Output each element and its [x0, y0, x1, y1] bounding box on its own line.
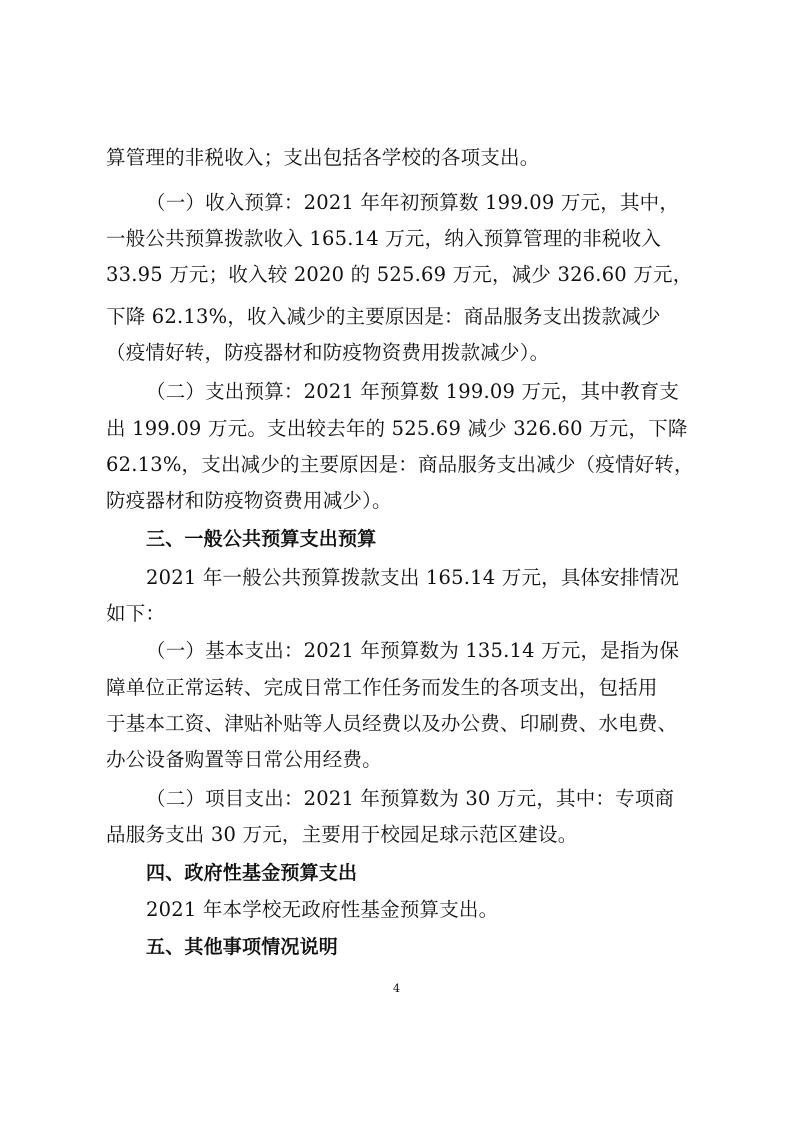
- body-text-line: （一）收入预算：2021 年年初预算数 199.09 万元，其中，: [146, 191, 680, 214]
- section-heading: 五、其他事项情况说明: [146, 936, 339, 958]
- body-text-line: 下降 62.13%，收入减少的主要原因是：商品服务支出拨款减少: [106, 305, 661, 328]
- body-text-line: 于基本工资、津贴补贴等人员经费以及办公费、印刷费、水电费、: [106, 712, 678, 735]
- body-text-line: 2021 年一般公共预算拨款支出 165.14 万元，具体安排情况: [146, 566, 680, 589]
- body-text-line: 出 199.09 万元。支出较去年的 525.69 减少 326.60 万元，下降: [106, 417, 688, 440]
- body-text-line: （二）支出预算：2021 年预算数 199.09 万元，其中教育支: [146, 380, 680, 403]
- body-text-line: 62.13%，支出减少的主要原因是：商品服务支出减少（疫情好转，: [106, 453, 694, 476]
- body-text-line: （二）项目支出：2021 年预算数为 30 万元，其中：专项商: [146, 787, 675, 810]
- body-text-line: 33.95 万元；收入较 2020 的 525.69 万元，减少 326.60 万元，: [106, 263, 693, 286]
- body-text-line: （疫情好转，防疫器材和防疫物资费用拨款减少）。: [106, 341, 550, 364]
- body-text-line: 障单位正常运转、完成日常工作任务而发生的各项支出，包括用: [106, 676, 658, 699]
- body-text-line: 办公设备购置等日常公用经费。: [106, 748, 382, 771]
- section-heading: 三、一般公共预算支出预算: [146, 528, 377, 550]
- body-text-line: 2021 年本学校无政府性基金预算支出。: [146, 898, 499, 921]
- body-text-line: （一）基本支出：2021 年预算数为 135.14 万元，是指为保: [146, 639, 680, 662]
- body-text-line: 一般公共预算拨款收入 165.14 万元，纳入预算管理的非税收入: [106, 227, 662, 250]
- body-text-line: 防疫器材和防疫物资费用减少）。: [106, 489, 392, 512]
- body-text-line: 品服务支出 30 万元，主要用于校园足球示范区建设。: [106, 823, 578, 846]
- body-text-line: 如下：: [106, 602, 166, 625]
- section-heading: 四、政府性基金预算支出: [146, 862, 358, 884]
- body-text-line: 算管理的非税收入；支出包括各学校的各项支出。: [106, 146, 540, 169]
- page-number: 4: [393, 982, 400, 995]
